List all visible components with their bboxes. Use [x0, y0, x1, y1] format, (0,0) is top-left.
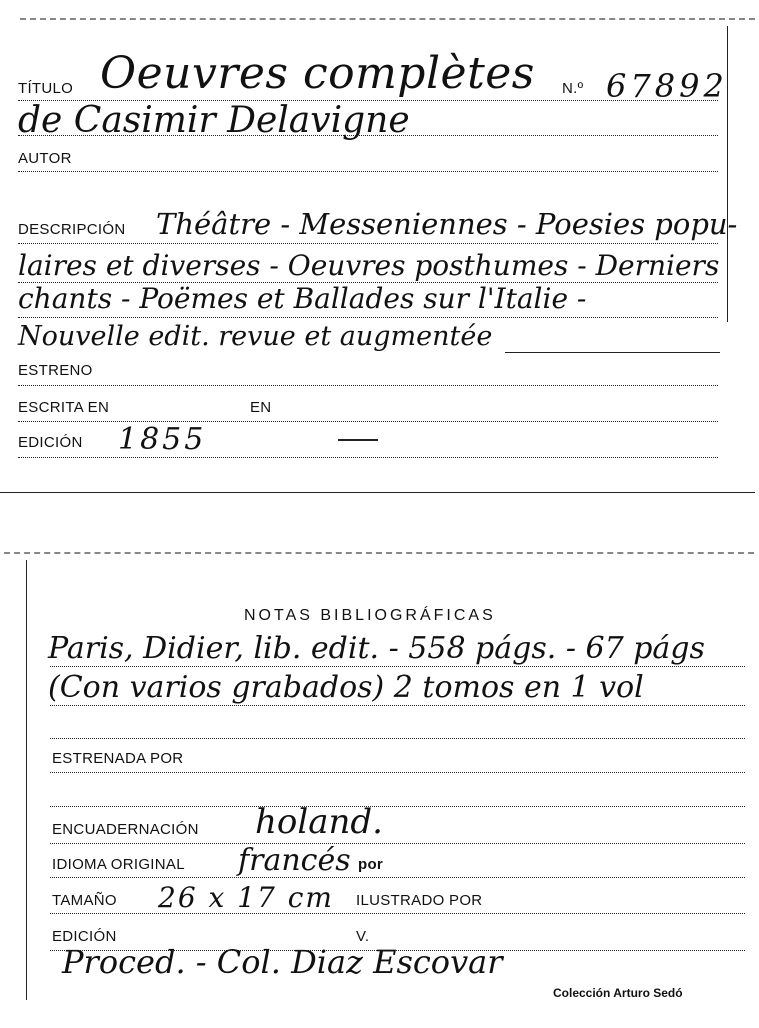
descripcion-label: DESCRIPCIÓN — [18, 221, 126, 238]
idioma-original-value: francés — [238, 843, 351, 878]
encuadernacion-value: holand. — [255, 802, 383, 842]
descripcion-rule-1 — [18, 243, 718, 244]
notas-line1: Paris, Didier, lib. edit. - 558 págs. - 67 págs — [48, 631, 705, 666]
encuadernacion-label: ENCUADERNACIÓN — [52, 821, 199, 838]
ilustrado-por-label: ILUSTRADO POR — [356, 892, 483, 909]
card-bottom-edge — [0, 492, 755, 493]
idioma-original-label: IDIOMA ORIGINAL — [52, 856, 185, 873]
procedencia-value: Proced. - Col. Diaz Escovar — [62, 943, 503, 981]
tamano-value: 26 x 17 cm — [158, 881, 334, 914]
descripcion-rule-3 — [18, 317, 718, 318]
edicion-label: EDICIÓN — [18, 434, 83, 451]
numero-value: 67892 — [606, 67, 728, 105]
titulo-value-line2: de Casimir Delavigne — [18, 100, 410, 141]
edicion-rule — [18, 457, 718, 458]
escrita-en-label: ESCRITA EN — [18, 399, 110, 416]
idioma-original-rule — [50, 877, 745, 878]
tamano-label: TAMAÑO — [52, 892, 117, 909]
stray-mark — [338, 439, 378, 441]
en-label: EN — [250, 399, 272, 416]
edicion-value: 1855 — [118, 422, 207, 457]
estrenada-por-label: ESTRENADA POR — [52, 750, 184, 767]
autor-rule — [18, 171, 718, 172]
card-left-border — [26, 560, 27, 1000]
scan-noise-top — [20, 18, 755, 20]
scan-noise-middle — [4, 552, 754, 554]
notas-title: NOTAS BIBLIOGRÁFICAS — [244, 607, 496, 624]
tamano-rule — [50, 913, 745, 914]
descripcion-rule-4 — [505, 352, 720, 353]
edicion2-label: EDICIÓN — [52, 928, 117, 945]
collection-footer: Colección Arturo Sedó — [553, 986, 683, 1000]
por-label: por — [358, 856, 384, 873]
titulo-rule-2 — [18, 135, 718, 136]
estreno-label: ESTRENO — [18, 362, 93, 379]
estrenada-por-rule-2 — [50, 806, 745, 807]
notas-rule-1 — [50, 666, 745, 667]
estrenada-por-rule — [50, 772, 745, 773]
notas-line2: (Con varios grabados) 2 tomos en 1 vol — [48, 670, 644, 705]
v-label: V. — [356, 928, 370, 945]
estreno-rule — [18, 385, 718, 386]
autor-label: AUTOR — [18, 150, 72, 167]
descripcion-line4: Nouvelle edit. revue et augmentée — [18, 321, 493, 352]
titulo-value-line1: Oeuvres complètes — [100, 48, 535, 99]
descripcion-line1: Théâtre - Messeniennes - Poesies popu- — [156, 207, 738, 241]
descripcion-line2: laires et diverses - Oeuvres posthumes - Derniers — [18, 249, 720, 282]
numero-label: N.º — [562, 80, 584, 97]
titulo-label: TÍTULO — [18, 80, 74, 97]
notas-rule-3 — [50, 738, 745, 739]
encuadernacion-rule — [50, 843, 745, 844]
notas-rule-2 — [50, 705, 745, 706]
descripcion-line3: chants - Poëmes et Ballades sur l'Italie - — [18, 282, 587, 315]
